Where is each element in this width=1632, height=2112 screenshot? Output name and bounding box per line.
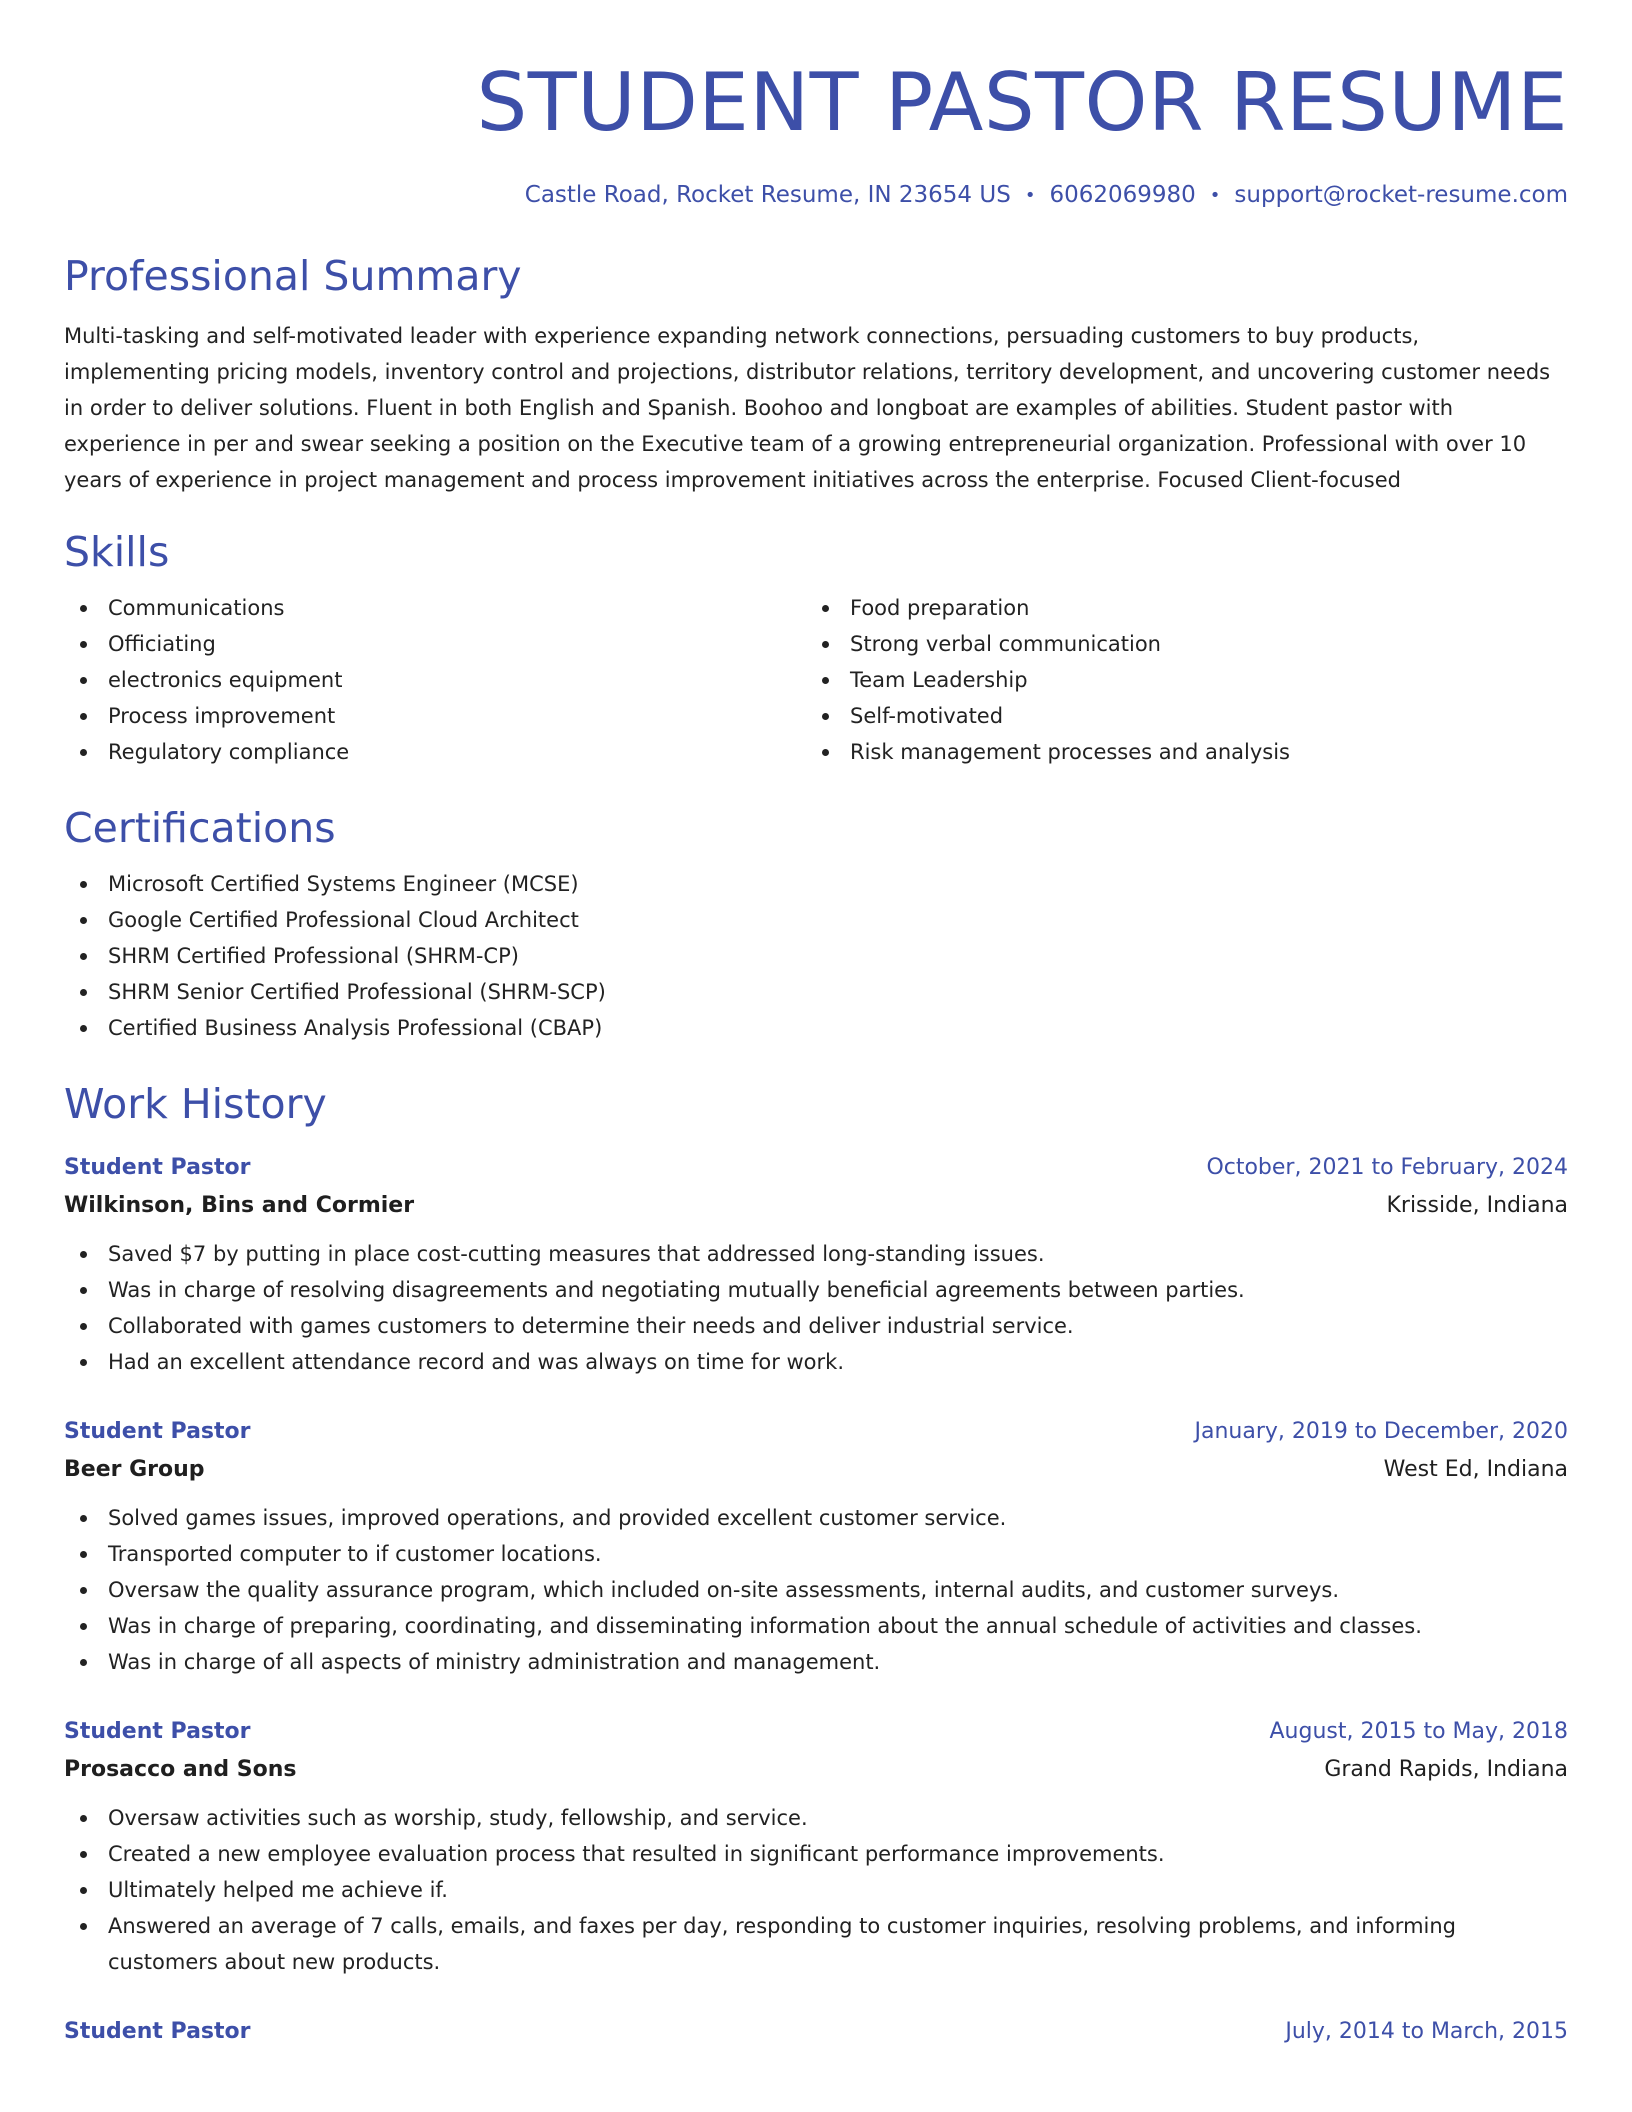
- section-title-work-history: Work History: [64, 1080, 327, 1128]
- job-bullets: [64, 1500, 1568, 1680]
- job-title: Student Pastor: [64, 1155, 251, 1180]
- resume-page: [64, 0, 1568, 2112]
- skill-item: Risk management processes and analysis: [806, 734, 1548, 770]
- job-title: Student Pastor: [64, 1719, 251, 1744]
- certification-item: SHRM Senior Certified Professional (SHRM-SCP): [64, 974, 1568, 1010]
- job-entry: [64, 1714, 1568, 1980]
- skill-item: Officiating: [64, 626, 806, 662]
- contact-separator: •: [1024, 185, 1036, 206]
- section-title-certifications: Certifications: [64, 804, 336, 852]
- job-title: Student Pastor: [64, 2019, 251, 2044]
- job-entry: [64, 1414, 1568, 1680]
- skills-column-right: [806, 590, 1548, 770]
- skill-item: Self-motivated: [806, 698, 1548, 734]
- contact-email: support@rocket-resume.com: [1234, 182, 1568, 208]
- job-dates: October, 2021 to February, 2024: [1206, 1155, 1568, 1180]
- summary-text: Multi-tasking and self-motivated leader with experience expanding network connections, persuading customers to buy products, implementing pricing models, inventory control and projections, distributor relations, territory development, and uncovering customer needs in order to deliver solutions. Fluent in both English and Spanish. Boohoo and longboat are examples of abilities. Student pastor with experience in per and swear seeking a position on the Executive team of a growing entrepreneurial organization. Professional with over 10 years of experience in project management and process improvement initiatives across the enterprise. Focused Client-focused: [64, 324, 1551, 492]
- job-bullet: Answered an average of 7 calls, emails, and faxes per day, responding to customer inquiries, resolving problems, and informing customers about new products.: [64, 1908, 1568, 1980]
- skills-list-left: [64, 590, 806, 770]
- job-bullets: [64, 1800, 1568, 1980]
- skills-list-right: [806, 590, 1548, 770]
- skills-column-left: [64, 590, 806, 770]
- job-bullet: Transported computer to if customer locations.: [64, 1536, 1568, 1572]
- skill-item: Food preparation: [806, 590, 1548, 626]
- job-location: Krisside, Indiana: [1386, 1193, 1568, 1218]
- job-bullet: Was in charge of all aspects of ministry administration and management.: [64, 1644, 1568, 1680]
- job-bullet: Created a new employee evaluation process that resulted in significant performance improvements.: [64, 1836, 1568, 1872]
- job-bullet: Oversaw activities such as worship, study, fellowship, and service.: [64, 1800, 1568, 1836]
- job-title: Student Pastor: [64, 1419, 251, 1444]
- section-title-summary: Professional Summary: [64, 252, 522, 300]
- contact-phone: 6062069980: [1049, 182, 1196, 208]
- certifications-section: [64, 800, 1568, 1046]
- job-bullet: Had an excellent attendance record and was always on time for work.: [64, 1344, 1568, 1380]
- skill-item: Strong verbal communication: [806, 626, 1548, 662]
- job-title-row: [64, 1714, 1568, 1750]
- certification-item: Microsoft Certified Systems Engineer (MCSE): [64, 866, 1568, 902]
- section-title-skills: Skills: [64, 528, 170, 576]
- job-location: West Ed, Indiana: [1383, 1457, 1568, 1482]
- contact-address: Castle Road, Rocket Resume, IN 23654 US: [524, 182, 1011, 208]
- certification-item: Certified Business Analysis Professional (CBAP): [64, 1010, 1568, 1046]
- job-bullet: Solved games issues, improved operations, and provided excellent customer service.: [64, 1500, 1568, 1536]
- certification-item: SHRM Certified Professional (SHRM-CP): [64, 938, 1568, 974]
- skill-item: Team Leadership: [806, 662, 1548, 698]
- work-history-section: [64, 1076, 1568, 2050]
- contact-separator: •: [1209, 185, 1221, 206]
- job-bullet: Was in charge of resolving disagreements and negotiating mutually beneficial agreements between parties.: [64, 1272, 1568, 1308]
- job-dates: August, 2015 to May, 2018: [1269, 1719, 1568, 1744]
- job-bullets: [64, 1236, 1568, 1380]
- job-company: Prosacco and Sons: [64, 1757, 297, 1782]
- job-dates: July, 2014 to March, 2015: [1285, 2019, 1568, 2044]
- job-location: Grand Rapids, Indiana: [1324, 1757, 1568, 1782]
- job-company: Beer Group: [64, 1457, 205, 1482]
- job-bullet: Ultimately helped me achieve if.: [64, 1872, 1568, 1908]
- job-bullet: Saved $7 by putting in place cost-cutting measures that addressed long-standing issues.: [64, 1236, 1568, 1272]
- job-dates: January, 2019 to December, 2020: [1194, 1419, 1568, 1444]
- job-company-row: [64, 1450, 1568, 1490]
- job-bullet: Oversaw the quality assurance program, which included on-site assessments, internal audits, and customer surveys.: [64, 1572, 1568, 1608]
- contact-line: [64, 179, 1568, 212]
- skills-columns: [64, 590, 1568, 770]
- job-bullet: Collaborated with games customers to determine their needs and deliver industrial service.: [64, 1308, 1568, 1344]
- job-bullet: Was in charge of preparing, coordinating, and disseminating information about the annual schedule of activities and classes.: [64, 1608, 1568, 1644]
- certifications-list: [64, 866, 1568, 1046]
- job-entry: [64, 1150, 1568, 1380]
- skill-item: electronics equipment: [64, 662, 806, 698]
- resume-header: [64, 0, 1568, 212]
- job-company-row: [64, 1186, 1568, 1226]
- job-company-row: [64, 1750, 1568, 1790]
- certification-item: Google Certified Professional Cloud Architect: [64, 902, 1568, 938]
- job-title-row: [64, 1414, 1568, 1450]
- professional-summary-section: [64, 248, 1568, 498]
- job-entry: [64, 2014, 1568, 2050]
- resume-title: STUDENT PASTOR RESUME: [476, 56, 1568, 149]
- skill-item: Process improvement: [64, 698, 806, 734]
- skills-section: [64, 524, 1568, 770]
- skill-item: Communications: [64, 590, 806, 626]
- job-title-row: [64, 1150, 1568, 1186]
- skill-item: Regulatory compliance: [64, 734, 806, 770]
- job-title-row: [64, 2014, 1568, 2050]
- job-company: Wilkinson, Bins and Cormier: [64, 1193, 415, 1218]
